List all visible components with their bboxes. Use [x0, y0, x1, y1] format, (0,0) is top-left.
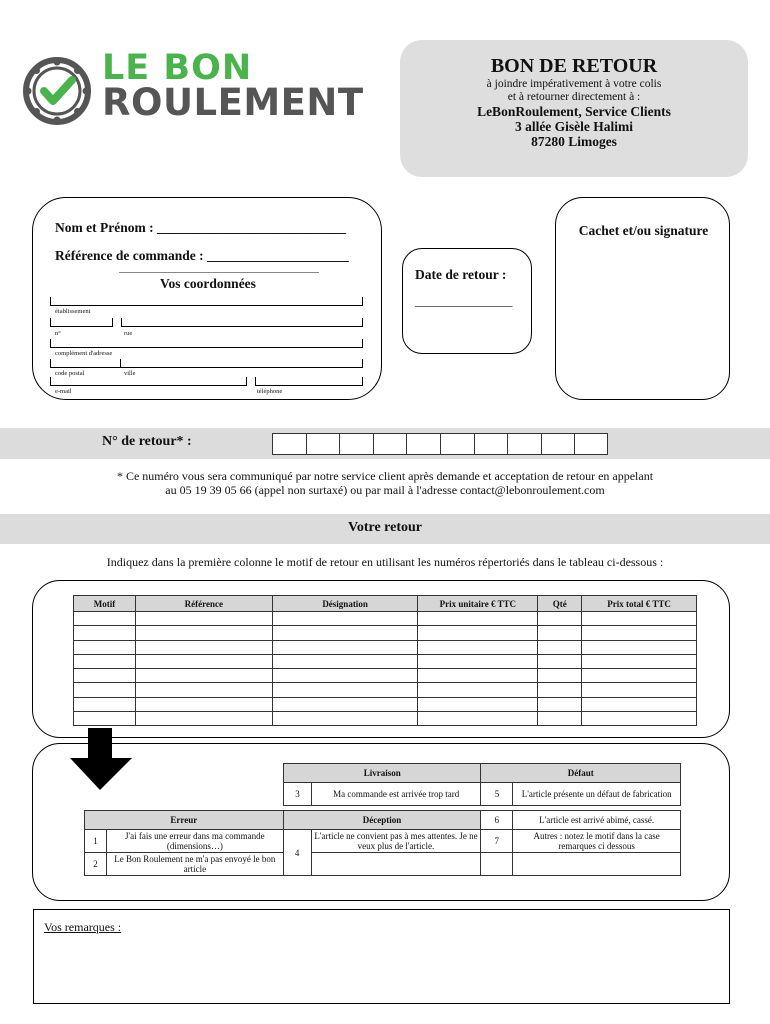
- table-cell[interactable]: [582, 640, 697, 654]
- return-date-box[interactable]: [402, 248, 532, 354]
- establishment-label: établissement: [55, 308, 91, 315]
- header-instruction-2: et à retourner directement à :: [507, 91, 641, 103]
- table-row: [74, 683, 697, 697]
- table-cell[interactable]: [272, 654, 418, 668]
- reason-text: L'article présente un défaut de fabrication: [513, 783, 681, 806]
- table-cell[interactable]: [74, 683, 136, 697]
- return-number-digit[interactable]: [306, 433, 340, 455]
- reason-number: 7: [481, 830, 513, 853]
- header-instruction-1: à joindre impérativement à votre colis: [486, 78, 662, 90]
- reason-number: 5: [481, 783, 513, 806]
- table-cell[interactable]: [582, 626, 697, 640]
- table-cell[interactable]: [74, 712, 136, 726]
- table-cell[interactable]: [538, 612, 582, 626]
- column-header: Qté: [538, 596, 582, 612]
- return-address-street: 3 allée Gisèle Halimi: [514, 119, 634, 134]
- return-number-digit[interactable]: [541, 433, 575, 455]
- street-number-label: n°: [55, 330, 61, 337]
- table-cell[interactable]: [538, 654, 582, 668]
- instruction-text: Indiquez dans la première colonne le motif de retour en utilisant les numéros répertoriés dans le tableau ci-dessous :: [106, 555, 664, 569]
- column-header: Motif: [74, 596, 136, 612]
- street-number-field[interactable]: [50, 318, 113, 327]
- return-number-boxes[interactable]: [272, 433, 608, 455]
- table-cell[interactable]: [74, 612, 136, 626]
- note-line-2: au 05 19 39 05 66 (appel non surtaxé) ou par mail à l'adresse contact@lebonroulement.com: [165, 483, 605, 497]
- category-erreur: Erreur: [85, 811, 284, 830]
- table-cell[interactable]: [582, 683, 697, 697]
- return-number-digit[interactable]: [574, 433, 608, 455]
- reason-number: 4: [283, 830, 311, 876]
- address-complement-label: complément d'adresse: [55, 350, 113, 357]
- category-defaut: Défaut: [481, 764, 681, 783]
- table-cell[interactable]: [135, 626, 272, 640]
- stamp-signature-box[interactable]: [555, 197, 730, 400]
- table-cell[interactable]: [135, 654, 272, 668]
- return-number-digit[interactable]: [272, 433, 306, 455]
- reason-text: J'ai fais une erreur dans ma commande (dimensions…): [106, 830, 283, 853]
- table-cell[interactable]: [538, 669, 582, 683]
- return-number-digit[interactable]: [440, 433, 474, 455]
- table-cell[interactable]: [272, 640, 418, 654]
- name-field[interactable]: Nom et Prénom : ____________________________: [55, 220, 346, 235]
- street-label: rue: [124, 330, 133, 337]
- company-logo: [22, 48, 392, 128]
- category-deception: Déception: [283, 811, 481, 830]
- table-cell[interactable]: [272, 612, 418, 626]
- table-cell[interactable]: [74, 626, 136, 640]
- table-cell[interactable]: [418, 697, 538, 711]
- form-title: BON DE RETOUR: [490, 55, 658, 77]
- return-form-header: [400, 40, 748, 177]
- table-cell[interactable]: [272, 669, 418, 683]
- city-label: ville: [124, 370, 136, 377]
- table-cell[interactable]: [418, 612, 538, 626]
- street-field[interactable]: [121, 318, 363, 327]
- return-address-city: 87280 Limoges: [531, 134, 617, 149]
- table-cell[interactable]: [135, 697, 272, 711]
- table-cell[interactable]: [135, 640, 272, 654]
- return-date-line: _______________: [415, 293, 513, 308]
- postcode-city-field[interactable]: [50, 359, 363, 368]
- empty-cell: [481, 853, 513, 876]
- column-header: Référence: [135, 596, 272, 612]
- address-complement-field[interactable]: [50, 339, 363, 348]
- table-cell[interactable]: [74, 654, 136, 668]
- reason-number: 2: [85, 853, 107, 876]
- table-cell[interactable]: [74, 697, 136, 711]
- table-cell[interactable]: [418, 640, 538, 654]
- table-cell[interactable]: [538, 626, 582, 640]
- table-cell[interactable]: [538, 712, 582, 726]
- logo-text-line2: ROULEMENT: [102, 81, 364, 124]
- empty-cell: [513, 853, 681, 876]
- email-field[interactable]: [50, 377, 247, 386]
- column-header: Prix total € TTC: [582, 596, 697, 612]
- table-row: [74, 626, 697, 640]
- table-cell[interactable]: [582, 654, 697, 668]
- reason-number: 6: [481, 811, 513, 830]
- return-address-company: LeBonRoulement, Service Clients: [477, 104, 671, 119]
- table-cell[interactable]: [582, 697, 697, 711]
- return-date-label: Date de retour :: [415, 267, 507, 282]
- category-livraison: Livraison: [284, 764, 481, 783]
- table-cell[interactable]: [418, 669, 538, 683]
- reason-text: Le Bon Roulement ne m'a pas envoyé le bon article: [106, 853, 283, 876]
- table-cell[interactable]: [272, 712, 418, 726]
- customer-details-box: [32, 197, 382, 400]
- postcode-label: code postal: [55, 370, 85, 377]
- return-number-digit[interactable]: [474, 433, 508, 455]
- stamp-signature-label: Cachet et/ou signature: [578, 223, 709, 238]
- reason-text: L'article est arrivé abimé, cassé.: [513, 811, 681, 830]
- column-header: Désignation: [272, 596, 418, 612]
- phone-field[interactable]: [255, 377, 363, 386]
- column-header: Prix unitaire € TTC: [418, 596, 538, 612]
- table-cell[interactable]: [135, 612, 272, 626]
- divider: [119, 272, 319, 273]
- reasons-bottom-table: [84, 810, 681, 876]
- table-row: [74, 669, 697, 683]
- establishment-field[interactable]: [50, 297, 363, 306]
- remarks-label: Vos remarques :: [44, 920, 122, 934]
- logo-text-line1: LE BON: [102, 48, 253, 88]
- table-cell[interactable]: [582, 612, 697, 626]
- table-cell[interactable]: [272, 683, 418, 697]
- items-table-header: [74, 596, 697, 612]
- table-cell[interactable]: [418, 712, 538, 726]
- reason-text: L'article ne convient pas à mes attentes. Je ne veux plus de l'article.: [311, 830, 481, 853]
- table-cell[interactable]: [538, 683, 582, 697]
- table-cell[interactable]: [135, 669, 272, 683]
- return-number-note: [60, 469, 710, 497]
- table-cell[interactable]: [538, 640, 582, 654]
- email-label: e-mail: [55, 388, 72, 395]
- items-table: [73, 595, 697, 726]
- reason-number: 1: [85, 830, 107, 853]
- table-row: [74, 612, 697, 626]
- table-row: [74, 712, 697, 726]
- table-cell[interactable]: [418, 626, 538, 640]
- reason-text: Ma commande est arrivée trop tard: [311, 783, 481, 806]
- return-number-digit[interactable]: [406, 433, 440, 455]
- section-title: Votre retour: [348, 520, 422, 535]
- table-cell[interactable]: [135, 712, 272, 726]
- table-cell[interactable]: [538, 697, 582, 711]
- table-cell[interactable]: [272, 697, 418, 711]
- reason-number: 3: [284, 783, 312, 806]
- return-number-digit[interactable]: [507, 433, 541, 455]
- return-number-digit[interactable]: [339, 433, 373, 455]
- phone-label: téléphone: [257, 388, 283, 395]
- field-separator: [120, 359, 121, 368]
- table-row: [74, 697, 697, 711]
- reason-text: Autres : notez le motif dans la case remarques ci dessous: [513, 830, 681, 853]
- table-row: [74, 640, 697, 654]
- remarks-box[interactable]: [33, 909, 730, 1004]
- table-cell[interactable]: [74, 640, 136, 654]
- coordinates-title: Vos coordonnées: [160, 276, 256, 291]
- table-row: [74, 654, 697, 668]
- table-cell[interactable]: [418, 683, 538, 697]
- table-cell[interactable]: [135, 683, 272, 697]
- return-number-digit[interactable]: [373, 433, 407, 455]
- reasons-top-table: [283, 763, 681, 806]
- table-cell[interactable]: [582, 712, 697, 726]
- table-cell[interactable]: [272, 626, 418, 640]
- table-cell[interactable]: [418, 654, 538, 668]
- bearing-check-icon: [22, 56, 92, 126]
- table-cell[interactable]: [74, 669, 136, 683]
- empty-cell: [311, 853, 481, 876]
- table-cell[interactable]: [582, 669, 697, 683]
- note-line-1: * Ce numéro vous sera communiqué par notre service client après demande et acceptation de retour en appelant: [116, 469, 654, 483]
- return-number-label: N° de retour* :: [102, 434, 192, 449]
- order-reference-field[interactable]: Référence de commande : _____________________: [55, 248, 349, 263]
